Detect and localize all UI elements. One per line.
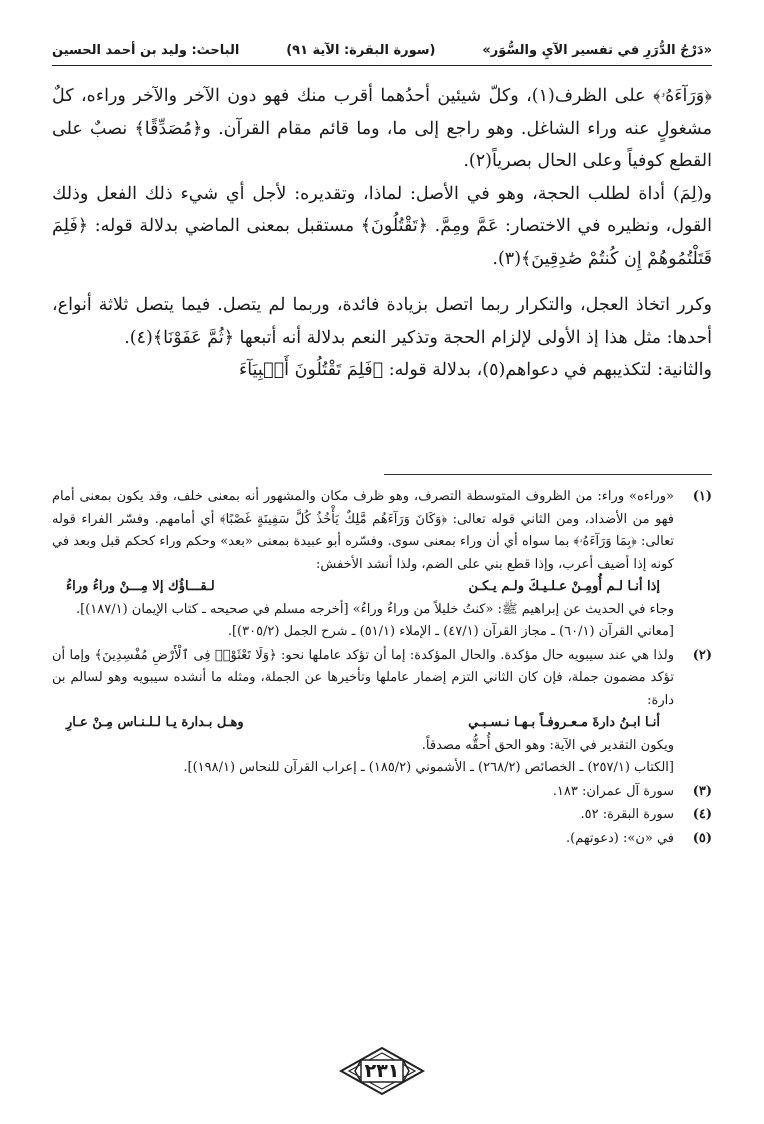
header-researcher: الباحث: وليد بن أحمد الحسين (52, 42, 240, 58)
footnotes (52, 486, 712, 851)
page-number: ٢٣١ (364, 1060, 400, 1082)
footnote-text: ويكون التقدير في الآية: وهو الحق أُحقُّه مصدقاً. (421, 737, 674, 753)
footnote-text: «وراءه» وراء: من الظروف المتوسطة التصرف، وهو ظرف مكان والمشهور أنه بمعنى خلف، وقد يكون بمعنى أمام فهو من الأضداد، ومن الثاني قوله تعالى: ﴿وَكَانَ وَرَآءَهُم مَّلِكٌ يَأْخُذُ كُلَّ سَفِينَةٍ غَصْبًا﴾ أي أمامهم. وفسّر الفراء قوله تعالى: ﴿بِمَا وَرَآءَهُۥ﴾ بما سواه أي أن وراء بمعنى سوى. وفسّره أبو عبيدة بمعنى «بعد» وحكم وراء كحكم قبل وبعد في كونه إذا أضيف أعرب، وإذا قطع بني على الضم، ولذا أنشد الأخفش: (52, 489, 674, 572)
footnote-text: سورة البقرة: ٥٢. (580, 807, 674, 822)
footnote-text: وجاء في الحديث عن إبراهيم ﷺ: «كنتُ خليلاً من وراءُ وراءُ» [أخرجه مسلم في صحيحه ـ كتاب الإيمان (١٨٧/١)]. (75, 601, 674, 617)
footnote-number: (٢) (692, 647, 712, 663)
footnote (52, 486, 712, 644)
footnote-text: في «ن»: (دعوتهم). (566, 830, 674, 846)
paragraph: ﴿وَرَآءَهُۥ﴾ على الظرف(١)، وكلّ شيئين أحدُهما أقرب منك فهو دون الآخر والآخر وراءه، كلٌ مشغولٍ عنه وراء الشاغل. وهو راجع إلى ما، وما قائم مقام القرآن. و﴿مُصَدِّقًا﴾ نصبٌ على القطع كوفياً وعلى الحال بصرياً(٢). (52, 86, 712, 171)
footnote (52, 828, 712, 851)
verse-hemistich: أنـا ابـنُ دارةَ مـعـروفـاً بـهـا نـسـبـي (468, 715, 660, 730)
footnote-number: (١) (692, 489, 712, 504)
footnote-number: (٥) (692, 830, 712, 846)
paragraph: والثانية: لتكذيبهم في دعواهم(٥)، بدلالة قوله: ﴿فَلِمَ تَقْتُلُونَ أَنۢبِيَآءَ (239, 360, 712, 380)
footnote-body (52, 645, 674, 780)
footnote-body (52, 486, 674, 644)
paragraph: وكرر اتخاذ العجل، والتكرار ربما اتصل بزيادة فائدة، وربما لم يتصل. فيما يتصل ثلاثة أنواع، أحدها: مثل هذا إذ الأولى لإلزام الحجة وتذكير النعم بدلالة أنه أتبعها ﴿ثُمَّ عَفَوْنَا﴾(٤). (52, 295, 712, 348)
verse-hemistich: لـقـــاؤُك إلا مِـــنْ وراءُ وراءُ (66, 579, 215, 594)
paragraph: و(لِمَ) أداة لطلب الحجة، وهو في الأصل: لماذا، وتقديره: لأجل أي شيء ذلك الفعل وذلك القول، ونظيره في الاختصار: عَمَّ ومِمَّ. ﴿تَقْتُلُونَ﴾ مستقبل بمعنى الماضي بدلالة قوله: ﴿فَلِمَ قَتَلْتُمُوهُمْ إِن كُنتُمْ صَٰدِقِينَ﴾(٣). (52, 183, 712, 269)
verse-hemistich: وهـل بـدارة يـا لـلـنـاس مِـنْ عـارِ (66, 715, 244, 730)
footnote-references: [معاني القرآن (٦٠/١) ـ مجاز القرآن (٤٧/١) ـ الإملاء (٥١/١) ـ شرح الجمل (٣٠٥/٢)]. (227, 624, 674, 639)
header-verse-location: (سورة البقرة: الآية ٩١) (286, 42, 436, 58)
page-number-ornament (337, 1046, 427, 1096)
running-header (52, 38, 712, 62)
header-book-title: «دَرْجُ الدُّرَرِ في تفسير الآيِ والسُّوَر» (482, 42, 712, 58)
footnote-separator (384, 474, 712, 475)
footnote-text: سورة آل عمران: ١٨٣. (552, 783, 674, 799)
footnote-references: [الكتاب (٢٥٧/١) ـ الخصائص (٢٦٨/٢) ـ الأشموني (١٨٥/٢) ـ إعراب القرآن للنحاس (١٩٨/١)]. (183, 760, 674, 775)
footnote (52, 804, 712, 827)
footnote (52, 645, 712, 780)
footnote (52, 781, 712, 804)
footnote-text: ولذا هي عند سيبويه حال مؤكدة. والحال المؤكدة: إما أن تؤكد عاملها نحو: ﴿وَلَا تَعْثَوْا۟ فِى ٱلْأَرْضِ مُفْسِدِينَ﴾ وإما أن تؤكد مضمون جملة، فإن كان الثاني التزم إضمار عاملها وتأخيرها عن الجملة، ومثله ما أنشده سيبويه وهو لسالم بن دارة: (52, 647, 674, 708)
footnote-body (52, 828, 674, 851)
main-text (52, 80, 712, 387)
poetry-verse (52, 712, 674, 735)
header-rule (52, 65, 712, 66)
footnote-body (52, 804, 674, 827)
footnote-body (52, 781, 674, 804)
verse-hemistich: إذا أنـا لـم أُومِـنْ عـلـيـكَ ولـم يـكـن (468, 579, 660, 594)
footnote-number: (٤) (692, 807, 712, 822)
footnote-number: (٣) (692, 783, 712, 799)
poetry-verse (52, 576, 674, 599)
